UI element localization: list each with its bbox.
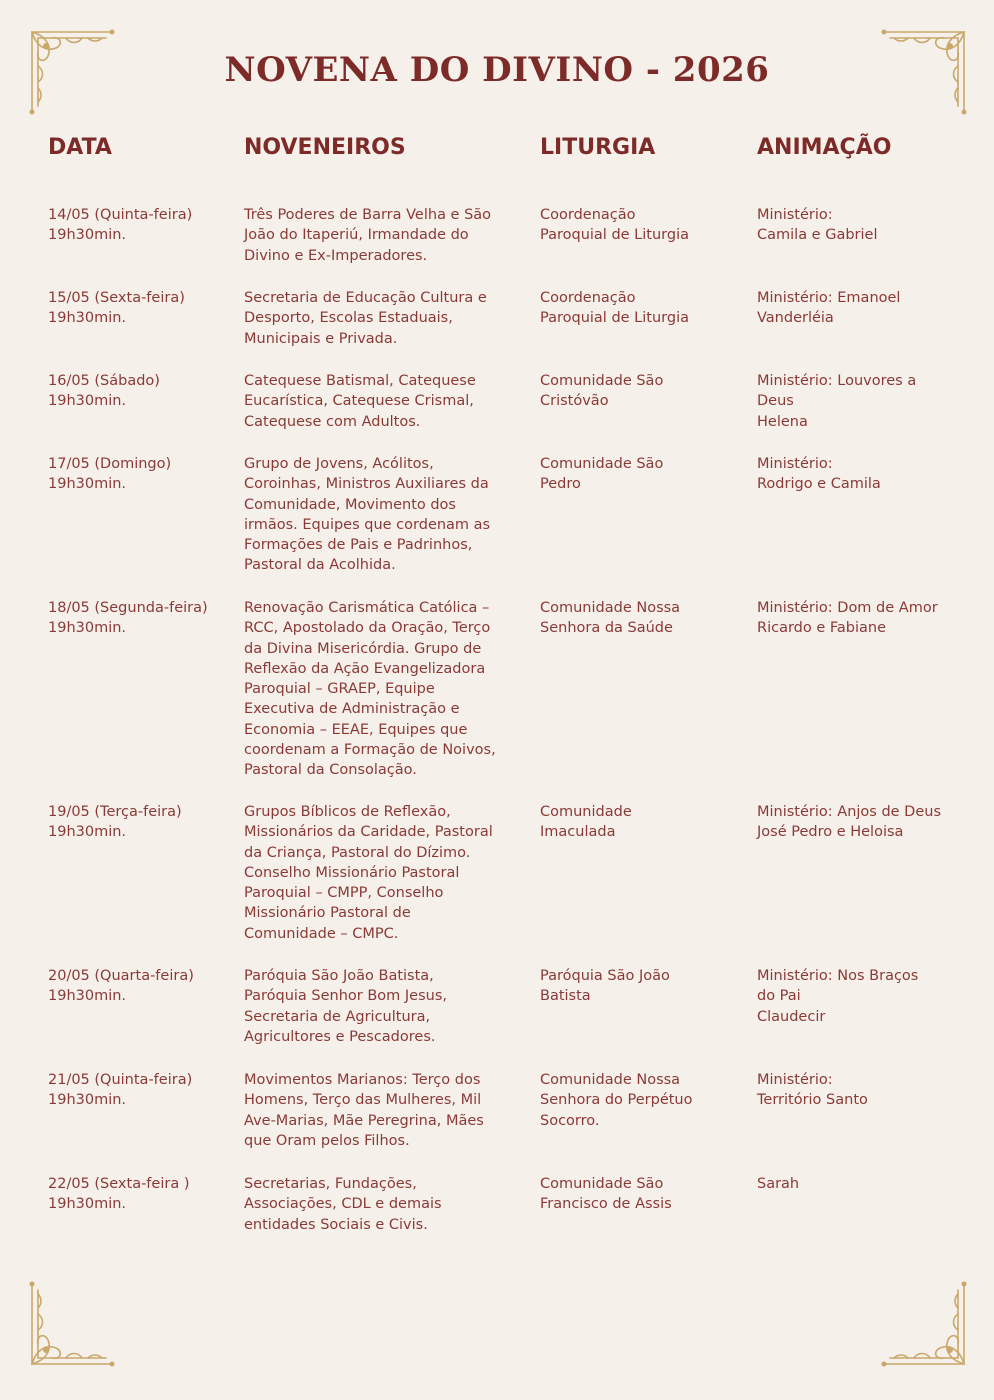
row-noveneiros: Secretaria de Educação Cultura e Desporto, Escolas Estaduais, Municipais e Privada. [244,290,487,347]
row-noveneiros: Secretarias, Fundações, Associações, CDL e demais entidades Sociais e Civis. [244,1176,442,1233]
row-date: 20/05 (Quarta-feira) 19h30min. [48,968,194,1005]
header-data: DATA [48,135,112,160]
row-date: 18/05 (Segunda-feira) 19h30min. [48,600,208,637]
row-liturgia: Comunidade São Francisco de Assis [540,1176,672,1213]
row-animacao: Ministério: Dom de Amor Ricardo e Fabiane [757,600,938,637]
header-liturgia: LITURGIA [540,135,656,160]
row-liturgia: Comunidade Nossa Senhora do Perpétuo Socorro. [540,1072,693,1129]
row-noveneiros: Renovação Carismática Católica – RCC, Apostolado da Oração, Terço da Divina Misericórdia. Grupo de Reflexão da Ação Evangelizadora Paroquial – GRAEP, Equipe Executiva de Administração e Economia – EEAE, Equipes que coordenam a Formação de Noivos, Pastoral da Consolação. [244,600,496,779]
row-liturgia: Comunidade São Pedro [540,456,664,493]
corner-ornament-bottom-left [26,1280,116,1370]
row-animacao: Ministério: Nos Braços do Pai Claudecir [757,968,919,1025]
page-title: NOVENA DO DIVINO - 2026 [224,50,770,90]
row-animacao: Ministério: Anjos de Deus José Pedro e Heloisa [757,804,942,841]
corner-ornament-bottom-right [880,1280,970,1370]
row-date: 14/05 (Quinta-feira) 19h30min. [48,207,193,244]
row-animacao: Ministério: Território Santo [757,1072,868,1109]
row-liturgia: Comunidade Imaculada [540,804,632,841]
row-date: 16/05 (Sábado) 19h30min. [48,373,160,410]
header-noveneiros: NOVENEIROS [244,135,406,160]
row-noveneiros: Catequese Batismal, Catequese Eucarística, Catequese Crismal, Catequese com Adultos. [244,373,476,430]
header-animacao: ANIMAÇÃO [757,135,892,160]
row-liturgia: Comunidade São Cristóvão [540,373,664,410]
row-liturgia: Coordenação Paroquial de Liturgia [540,207,689,244]
row-noveneiros: Movimentos Marianos: Terço dos Homens, Terço das Mulheres, Mil Ave-Marias, Mãe Peregrina, Mães que Oram pelos Filhos. [244,1072,484,1149]
row-date: 17/05 (Domingo) 19h30min. [48,456,172,493]
row-liturgia: Comunidade Nossa Senhora da Saúde [540,600,681,637]
row-date: 22/05 (Sexta-feira ) 19h30min. [48,1176,190,1213]
row-noveneiros: Três Poderes de Barra Velha e São João do Itaperiú, Irmandade do Divino e Ex-Imperadores. [244,207,492,264]
row-animacao: Ministério: Emanoel Vanderléia [757,290,901,327]
row-date: 15/05 (Sexta-feira) 19h30min. [48,290,185,327]
row-animacao: Sarah [757,1176,800,1192]
row-date: 21/05 (Quinta-feira) 19h30min. [48,1072,193,1109]
ornament-icon [26,1280,116,1370]
row-noveneiros: Paróquia São João Batista, Paróquia Senhor Bom Jesus, Secretaria de Agricultura, Agricultores e Pescadores. [244,968,448,1045]
row-liturgia: Paróquia São João Batista [540,968,670,1005]
row-animacao: Ministério: Louvores a Deus Helena [757,373,917,430]
ornament-icon [880,1280,970,1370]
row-date: 19/05 (Terça-feira) 19h30min. [48,804,182,841]
row-animacao: Ministério: Rodrigo e Camila [757,456,881,493]
row-liturgia: Coordenação Paroquial de Liturgia [540,290,689,327]
row-animacao: Ministério: Camila e Gabriel [757,207,878,244]
row-noveneiros: Grupos Bíblicos de Reflexão, Missionários da Caridade, Pastoral da Criança, Pastoral do Dízimo. Conselho Missionário Pastoral Paroquial – CMPP, Conselho Missionário Pastoral de Comunidade – CMPC. [244,804,493,942]
row-noveneiros: Grupo de Jovens, Acólitos, Coroinhas, Ministros Auxiliares da Comunidade, Movimento dos irmãos. Equipes que cordenam as Formações de Pais e Padrinhos, Pastoral da Acolhida. [244,456,491,574]
